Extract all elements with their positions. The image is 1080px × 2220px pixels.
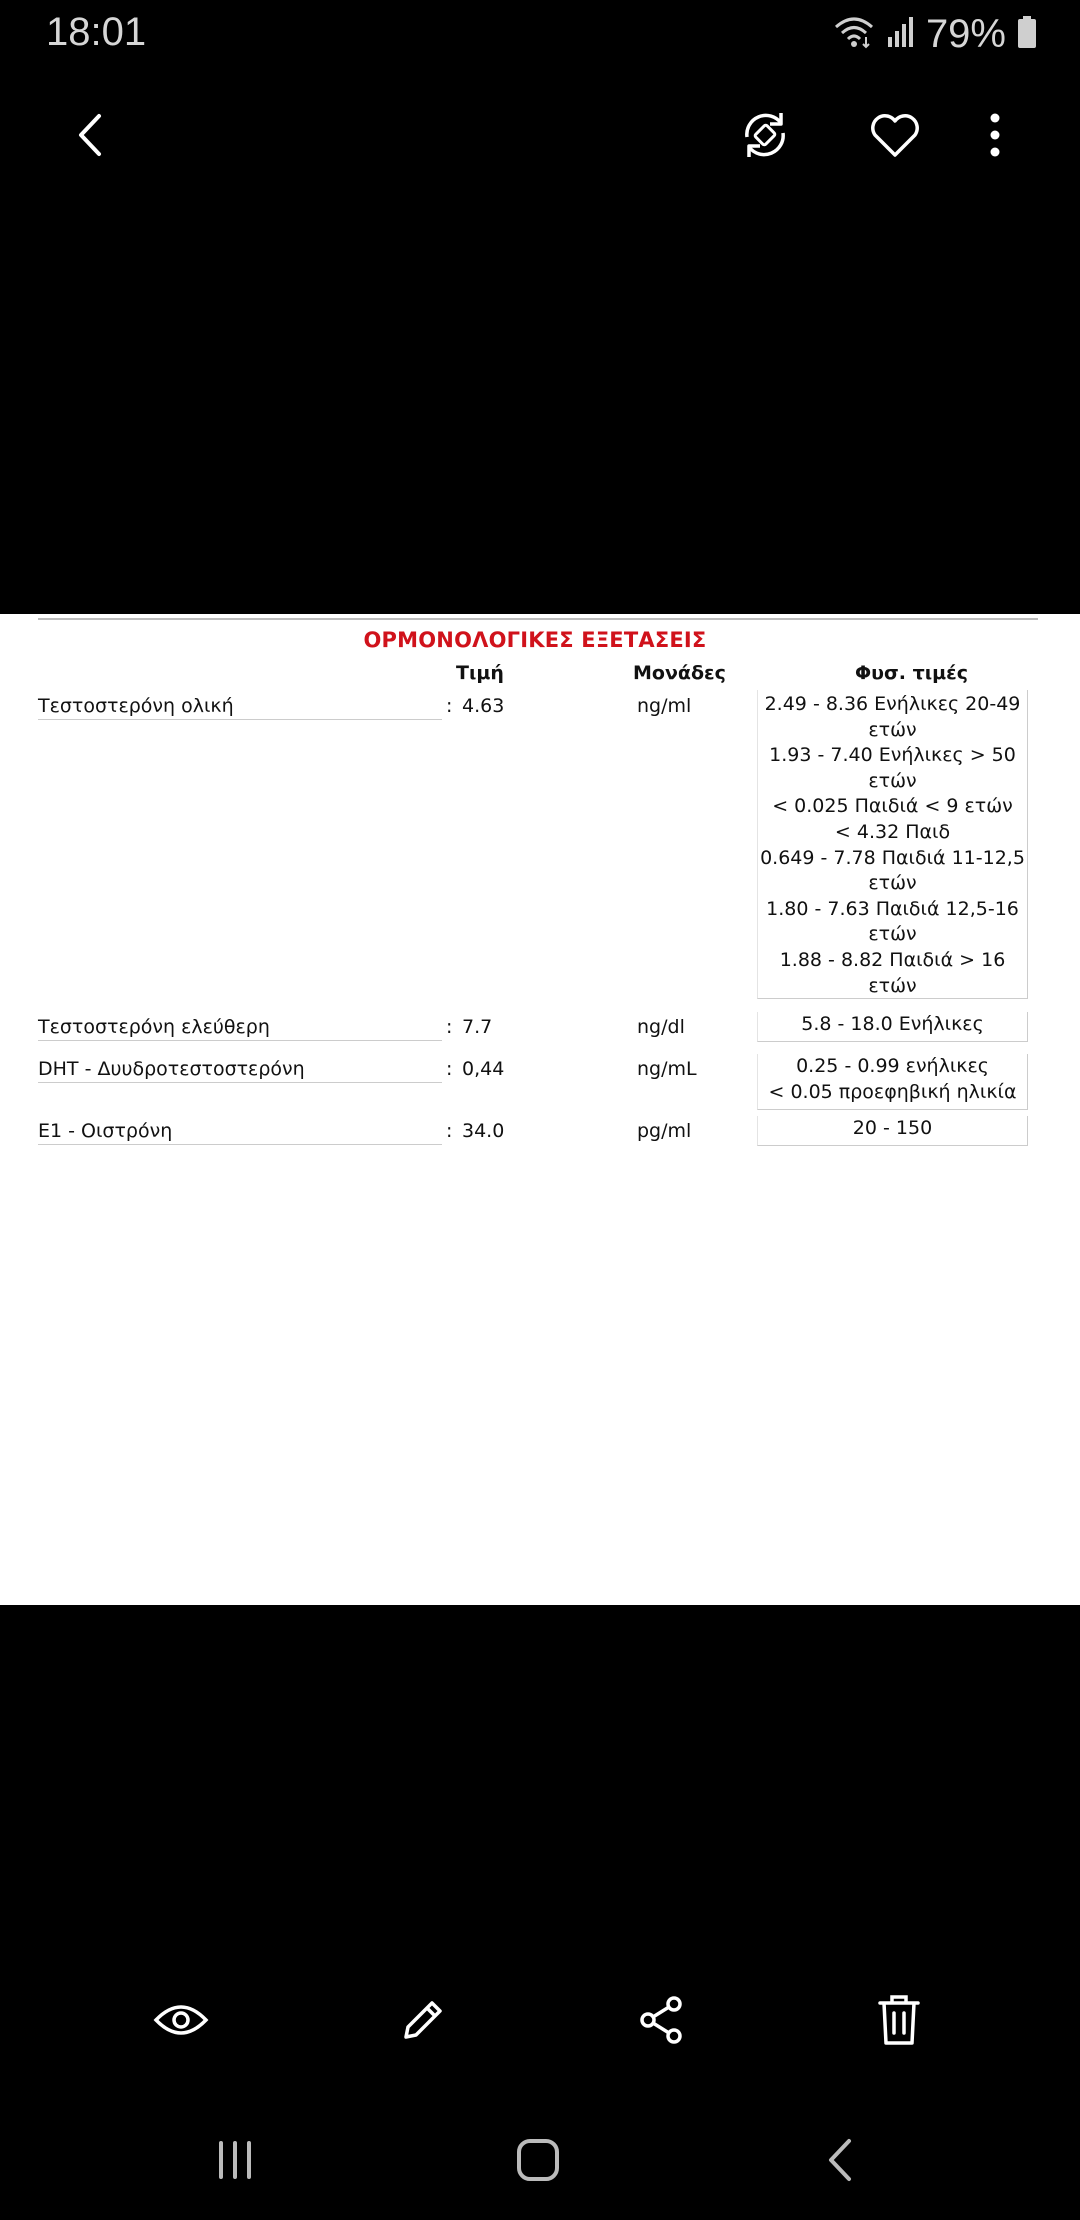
reference-line: 20 - 150 xyxy=(852,1117,933,1139)
favorite-button[interactable] xyxy=(860,95,930,175)
rotate-icon xyxy=(737,107,793,163)
test-name: DHT - Δυυδροτεστοστερόνη xyxy=(38,1058,442,1083)
eye-icon xyxy=(153,2000,209,2040)
pencil-icon xyxy=(398,1995,448,2045)
top-divider xyxy=(38,618,1038,620)
trash-icon xyxy=(876,1993,922,2047)
reference-line: 1.93 - 7.40 Ενήλικες > 50 ετών xyxy=(769,744,1016,792)
lab-report-image xyxy=(0,614,1080,1605)
reference-line: 5.8 - 18.0 Ενήλικες xyxy=(801,1013,984,1035)
reference-line: < 0.05 προεφηβική ηλικία xyxy=(768,1080,1017,1103)
header-units: Μονάδες xyxy=(633,662,726,684)
reference-line: 0.25 - 0.99 ενήλικες xyxy=(796,1055,989,1077)
reference-line: 2.49 - 8.36 Ενήλικες 20-49 ετών xyxy=(764,693,1021,741)
share-icon xyxy=(636,1994,686,2046)
more-icon xyxy=(988,111,1002,159)
test-name: Τεστοστερόνη ολική xyxy=(38,695,442,720)
system-nav-bar xyxy=(0,2120,1080,2200)
test-value: 34.0 xyxy=(462,1120,505,1142)
test-value: 7.7 xyxy=(462,1016,493,1038)
header-value: Τιμή xyxy=(456,662,504,684)
back-button[interactable] xyxy=(60,100,120,170)
reference-line: 0.649 - 7.78 Παιδιά 11-12,5 ετών xyxy=(760,846,1025,895)
test-value: 0,44 xyxy=(462,1058,505,1080)
reference-range xyxy=(757,690,1028,999)
recent-apps-icon xyxy=(213,2138,257,2182)
more-options-button[interactable] xyxy=(970,95,1020,175)
nav-back-button[interactable] xyxy=(810,2130,870,2190)
test-name: Τεστοστερόνη ελεύθερη xyxy=(38,1016,442,1041)
reference-range xyxy=(757,1012,1028,1042)
test-value: 4.63 xyxy=(462,695,505,717)
test-units: ng/mL xyxy=(637,1058,697,1080)
heart-icon xyxy=(868,110,922,160)
edit-button[interactable] xyxy=(392,1980,454,2060)
home-button[interactable] xyxy=(508,2130,568,2190)
status-time: 18:01 xyxy=(46,10,147,54)
details-button[interactable] xyxy=(150,1980,212,2060)
back-nav-icon xyxy=(825,2137,855,2183)
separator: : xyxy=(446,695,453,717)
reference-range xyxy=(757,1116,1028,1146)
signal-icon xyxy=(886,15,916,54)
separator: : xyxy=(446,1058,453,1080)
rotate-button[interactable] xyxy=(730,95,800,175)
reference-line: < 4.32 Παιδ xyxy=(834,820,951,843)
reference-line: 1.88 - 8.82 Παιδιά > 16 ετών xyxy=(779,948,1006,997)
battery-icon xyxy=(1016,15,1038,54)
viewer-top-toolbar xyxy=(0,90,1080,180)
separator: : xyxy=(446,1016,453,1038)
header-reference: Φυσ. τιμές xyxy=(855,662,968,684)
reference-range xyxy=(757,1054,1028,1110)
reference-line: 1.80 - 7.63 Παιδιά 12,5-16 ετών xyxy=(766,897,1019,946)
separator: : xyxy=(446,1120,453,1142)
test-units: pg/ml xyxy=(637,1120,692,1142)
status-icons xyxy=(832,12,1038,57)
recent-apps-button[interactable] xyxy=(205,2130,265,2190)
reference-line: < 0.025 Παιδιά < 9 ετών xyxy=(772,795,1013,818)
viewer-bottom-toolbar xyxy=(0,1980,1080,2060)
test-name: E1 - Οιστρόνη xyxy=(38,1120,442,1145)
back-icon xyxy=(73,110,107,160)
report-title: ΟΡΜΟΝΟΛΟΓΙΚΕΣ ΕΞΕΤΑΣΕΙΣ xyxy=(363,628,707,652)
share-button[interactable] xyxy=(630,1980,692,2060)
status-bar xyxy=(0,0,1080,70)
wifi-icon xyxy=(832,15,876,54)
test-units: ng/ml xyxy=(637,695,692,717)
delete-button[interactable] xyxy=(868,1980,930,2060)
battery-level: 79% xyxy=(925,12,1006,56)
home-icon xyxy=(515,2137,561,2183)
test-units: ng/dl xyxy=(637,1016,685,1038)
